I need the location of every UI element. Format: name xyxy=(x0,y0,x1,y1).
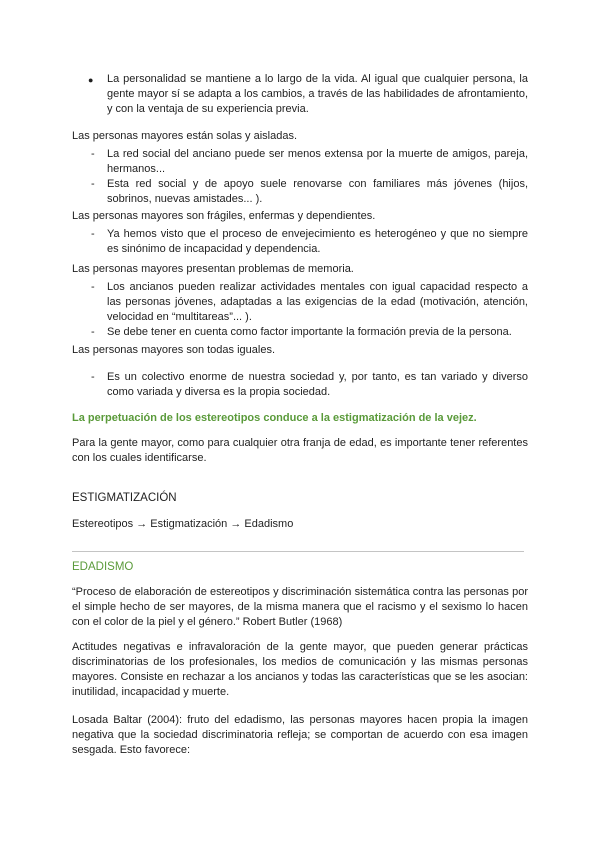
list-item: Los ancianos pueden realizar actividades mentales con igual capacidad respecto a las personas jóvenes, adaptadas a las exigencias de la edad (motivación, atención, velocidad en “multitareas”... ). xyxy=(107,281,528,323)
list-item: Esta red social y de apoyo suele renovarse con familiares más jóvenes (hijos, sobrinos, nuevas amistades... ). xyxy=(107,178,528,205)
sequence-line: Estereotipos → Estigmatización → Edadismo xyxy=(72,518,294,530)
ageism-definition-quote: “Proceso de elaboración de estereotipos y discriminación sistemática contra las personas por el simple hecho de ser mayores, de la misma manera que el racismo y el sexismo lo hacen con el color de la piel y el género.” Robert Butler (1968) xyxy=(72,586,528,628)
myth-statement: Las personas mayores están solas y aisladas. xyxy=(72,130,298,142)
referents-paragraph: Para la gente mayor, como para cualquier otra franja de edad, es importante tener referentes con los cuales identificarse. xyxy=(72,437,528,464)
myth-statement: Las personas mayores son todas iguales. xyxy=(72,344,276,356)
intro-bullet-text: La personalidad se mantiene a lo largo de la vida. Al igual que cualquier persona, la gente mayor sí se adapta a los cambios, a través de las habilidades de afrontamiento, y con la ventaja de su experiencia previa. xyxy=(107,73,528,115)
dash-marker: - xyxy=(91,371,95,383)
ageism-heading: EDADISMO xyxy=(72,561,134,573)
dash-marker: - xyxy=(91,178,95,190)
bullet-marker: ● xyxy=(88,75,94,85)
stigma-heading: ESTIGMATIZACIÓN xyxy=(72,492,177,504)
conclusion-statement: La perpetuación de los estereotipos conduce a la estigmatización de la vejez. xyxy=(72,412,477,424)
section-divider xyxy=(72,551,524,552)
dash-marker: - xyxy=(91,326,95,338)
ageism-attitudes-paragraph: Actitudes negativas e infravaloración de la gente mayor, que pueden generar prácticas discriminatorias de los profesionales, los medios de comunicación y las mismas personas mayores. Consiste en rechazar a los ancianos y todas las características que se les asocian: inutilidad, incapacidad y muerte. xyxy=(72,641,528,698)
list-item: La red social del anciano puede ser menos extensa por la muerte de amigos, pareja, hermanos... xyxy=(107,148,528,175)
dash-marker: - xyxy=(91,228,95,240)
dash-marker: - xyxy=(91,281,95,293)
losada-baltar-paragraph: Losada Baltar (2004): fruto del edadismo, las personas mayores hacen propia la imagen negativa que la sociedad discriminatoria refleja; se comportan de acuerdo con esa imagen sesgada. Esto favorece: xyxy=(72,714,528,756)
list-item: Es un colectivo enorme de nuestra sociedad y, por tanto, es tan variado y diverso como variada y diversa es la propia sociedad. xyxy=(107,371,528,398)
dash-marker: - xyxy=(91,148,95,160)
list-item: Se debe tener en cuenta como factor importante la formación previa de la persona. xyxy=(107,326,512,338)
myth-statement: Las personas mayores presentan problemas de memoria. xyxy=(72,263,354,275)
list-item: Ya hemos visto que el proceso de envejecimiento es heterogéneo y que no siempre es sinónimo de incapacidad y dependencia. xyxy=(107,228,528,255)
myth-statement: Las personas mayores son frágiles, enfermas y dependientes. xyxy=(72,210,376,222)
